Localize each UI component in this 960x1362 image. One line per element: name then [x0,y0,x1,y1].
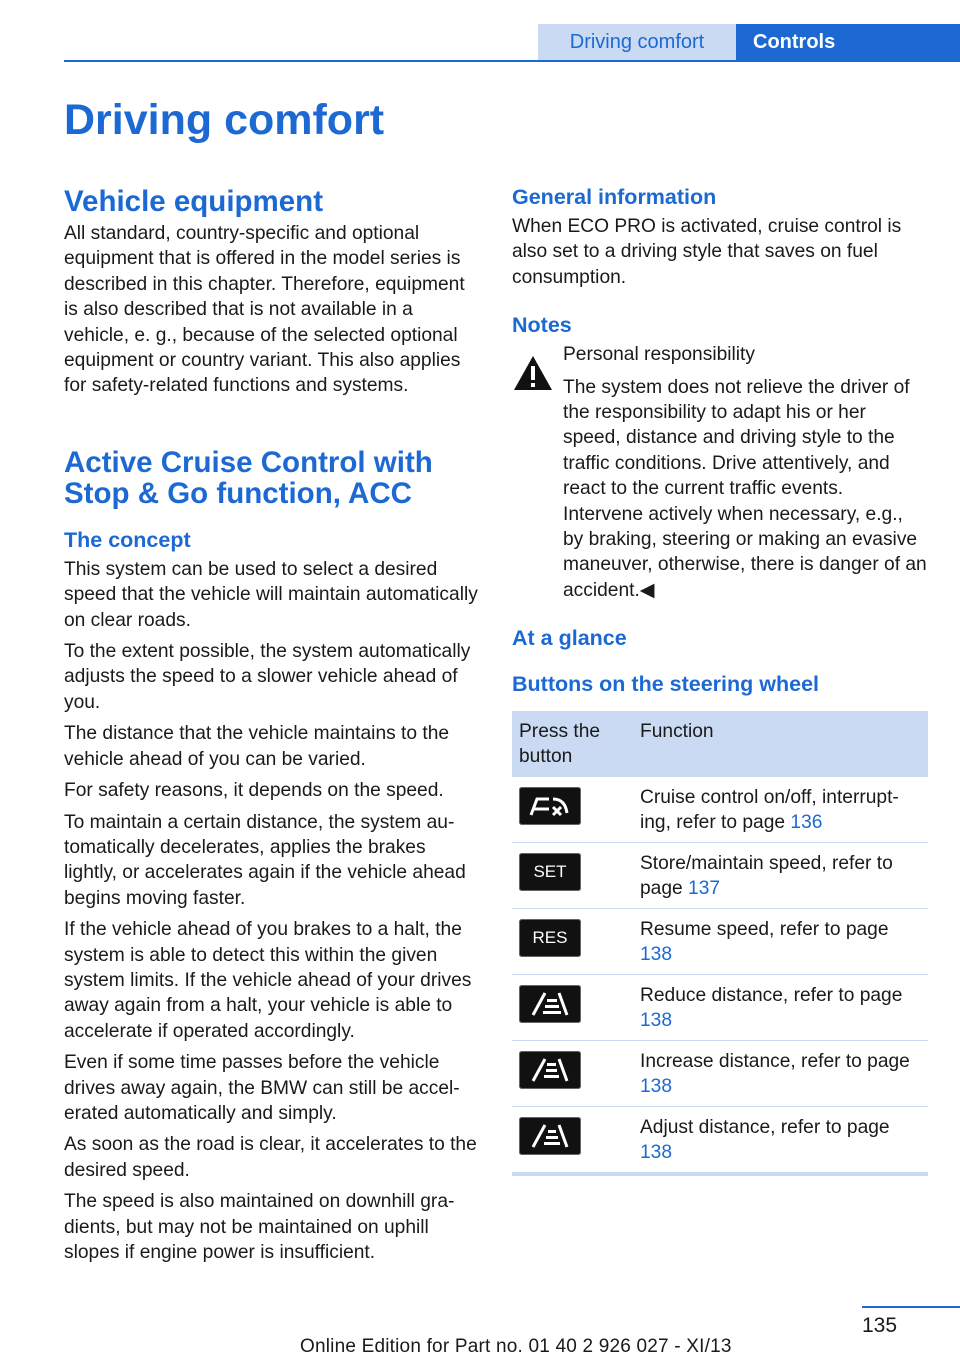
vehicle-equipment-text: All standard, country-specific and optional equipment that is offered in the model series is described in this chapter. Therefore, equipment is also described that is not available in a vehicle, e. g., because of the selected optional equipment or country variant. This also applies for safety-related functions and systems. [64,223,465,397]
res-button-icon: RES [519,919,581,957]
acc-heading: Active Cruise Control with Stop & Go function, ACC [64,445,433,510]
page-link[interactable]: 137 [688,878,721,900]
warning-block [512,342,928,603]
warning-text-first [563,375,928,604]
function-cell [633,909,928,975]
concept-paragraph: This system can be used to select a desired speed that the vehicle will maintain automatically on clear roads. [64,558,478,631]
chapter-title: Driving comfort [64,96,385,144]
table-row [512,777,928,843]
page-link[interactable]: 138 [640,1076,673,1098]
adjust-distance-icon [519,1117,581,1155]
function-text: Increase distance, refer to page [640,1051,910,1073]
concept-heading: The concept [64,527,191,552]
table-row [512,1041,928,1107]
table-header-row [512,711,928,777]
concept-paragraph: To maintain a certain distance, the system automatically decelerates, applies the brakes lightly, or accelerates again if the vehicle ahead begins moving faster. [64,811,466,909]
page-link[interactable]: 138 [640,1010,673,1032]
concept-paragraph: The distance that the vehicle maintains to the vehicle ahead of you can be varied. [64,723,450,770]
footer-rule [862,1306,960,1308]
table-row [512,843,928,909]
col-header-function: Function [633,711,928,777]
page-link[interactable]: 138 [640,1142,673,1164]
function-cell [633,1041,928,1107]
notes-heading: Notes [512,313,572,338]
cruise-control-icon [519,787,581,825]
concept-paragraph: To the extent possible, the system automatically adjusts the speed to a slower vehicle ahead of you. [64,641,471,713]
warning-triangle-icon [512,354,554,392]
concept-paragraph: For safety reasons, it depends on the speed. [64,780,444,802]
function-text: Cruise control on/off, interrupting, refer to page [640,787,899,834]
function-text: Reduce distance, refer to page [640,985,903,1007]
warning-title: Personal responsibility [563,344,755,366]
set-button-icon: SET [519,853,581,891]
function-text: Store/maintain speed, refer to page [640,853,893,900]
concept-paragraph: If the vehicle ahead of you brakes to a halt, the system is able to detect this within the given system limits. If the vehicle ahead of your drives away again from a halt, your vehicle is able to accelerate if operated accordingly. [64,919,472,1042]
page-link[interactable]: 138 [640,944,673,966]
table-row [512,975,928,1041]
function-cell [633,777,928,843]
left-column [64,186,480,1271]
general-info-text: When ECO PRO is activated, cruise control is also set to a driving style that saves on fuel consumption. [512,216,902,288]
steering-buttons-heading: Buttons on the steering wheel [512,672,819,697]
header-section-tab: Driving comfort [538,24,736,61]
function-text: Adjust distance, refer to page [640,1117,890,1139]
function-cell [633,843,928,909]
warning-text: The system does not relieve the driver of the responsibility to adapt his or her speed, distance and driving style to the traffic conditions. Drive attentively, and react to the current traffic events. Intervene actively when necessary, e.g., by braking, steering or making an evasive maneuver, otherwise, there is danger of an accident.◀ [563,376,927,601]
footer-edition: Online Edition for Part no. 01 40 2 926 027 - XI/13 [300,1336,732,1357]
page-link[interactable]: 136 [790,812,823,834]
col-header-button: Press the button [512,711,633,777]
page-number: 135 [862,1314,898,1337]
function-cell [633,975,928,1041]
function-cell [633,1107,928,1175]
function-text: Resume speed, refer to page [640,919,889,941]
right-column [512,184,928,1176]
concept-paragraph: The speed is also maintained on downhill gradients, but may not be maintained on uphill slopes if engine power is insufficient. [64,1191,455,1263]
vehicle-equipment-heading: Vehicle equipment [64,185,324,218]
reduce-distance-icon [519,985,581,1023]
table-row [512,909,928,975]
concept-paragraph: Even if some time passes before the vehicle drives away again, the BMW can still be accelerated automatically and simply. [64,1052,460,1124]
steering-buttons-table [512,711,928,1176]
table-row [512,1107,928,1175]
general-info-heading: General information [512,185,717,209]
header-rule [64,60,960,62]
increase-distance-icon [519,1051,581,1089]
header-chapter-tab: Controls [736,24,960,62]
concept-paragraph: As soon as the road is clear, it accelerates to the desired speed. [64,1134,477,1181]
at-a-glance-heading: At a glance [512,626,627,651]
